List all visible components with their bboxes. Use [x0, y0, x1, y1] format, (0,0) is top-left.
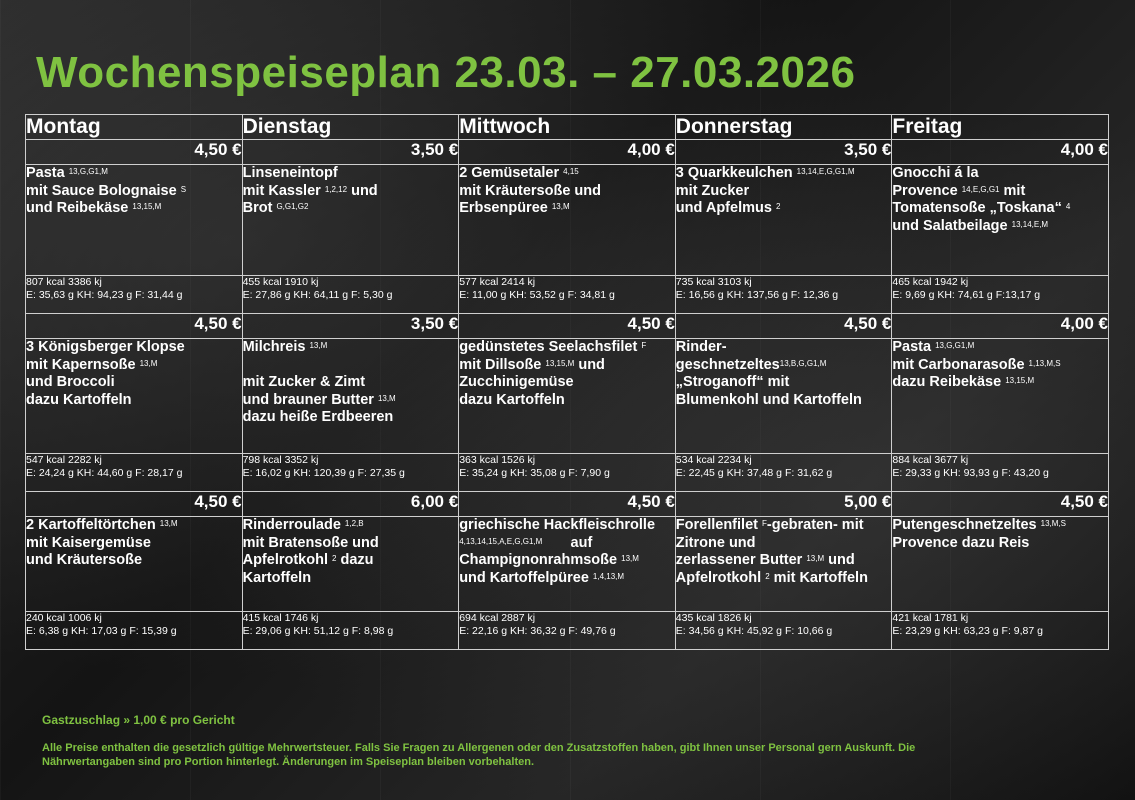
- day-header-monday: Montag: [26, 115, 243, 140]
- allergen-codes: 13,14,E,M: [1011, 219, 1049, 229]
- dish-text: Linseneintopf: [242, 165, 338, 181]
- dish-text: Rinder- geschnetzeltes: [675, 339, 780, 373]
- day-header-thursday: Donnerstag: [675, 115, 892, 140]
- price-cell: 3,50 €: [675, 140, 892, 165]
- calories-text: 735 kcal 3103 kj: [675, 276, 752, 288]
- macros-text: E: 6,38 g KH: 17,03 g F: 15,39 g: [26, 625, 177, 637]
- allergen-codes: 13,M: [309, 341, 328, 350]
- calories-text: 421 kcal 1781 kj: [892, 612, 969, 624]
- allergen-codes: F: [762, 519, 767, 528]
- allergen-codes: 4,13,14,15,A,E,G,G1,M: [459, 536, 543, 546]
- allergen-codes: 4,15: [563, 167, 579, 176]
- dish-text: und Kartoffelpüree: [459, 569, 589, 586]
- dish-cell: [459, 517, 676, 612]
- macros-text: E: 29,33 g KH: 93,93 g F: 43,20 g: [892, 467, 1049, 479]
- allergen-codes: 13,M: [806, 554, 825, 563]
- dish-text: und Broccoli dazu Kartoffeln: [26, 374, 132, 408]
- dish-text: 2 Gemüsetaler: [459, 165, 564, 181]
- allergen-codes: 13,M,S: [1040, 519, 1066, 528]
- nutrition-cell: [242, 612, 459, 650]
- allergen-codes: 13,15,M: [132, 202, 162, 211]
- allergen-codes: 13,M: [139, 358, 158, 368]
- dish-text: 3 Quarkkeulchen: [675, 165, 797, 181]
- dish-text: „Stroganoff“ mit Blumenkohl und Kartoffeln: [675, 374, 862, 408]
- price-cell: 4,00 €: [892, 140, 1109, 165]
- macros-text: E: 34,56 g KH: 45,92 g F: 10,66 g: [675, 625, 833, 637]
- allergen-codes: 14,E,G,G1: [961, 184, 1000, 194]
- allergen-codes: 2: [765, 571, 770, 581]
- dish-text: mit Zucker & Zimt und brauner Butter: [242, 374, 374, 408]
- dish-text: Rinderroulade: [242, 517, 345, 533]
- dish-text: dazu heiße Erdbeeren: [242, 409, 394, 425]
- macros-text: E: 27,86 g KH: 64,11 g F: 5,30 g: [242, 289, 393, 301]
- dish-cell: [26, 517, 243, 612]
- price-cell: 4,00 €: [892, 314, 1109, 339]
- nutrition-row: [26, 276, 1109, 314]
- disclaimer-text: Alle Preise enthalten die gesetzlich gültige Mehrwertsteuer. Falls Sie Fragen zu Allergenen oder den Zusatzstoffen haben, gibt Ihnen unser Personal gern Auskunft. Die Nährwertangaben sind pro Portion hinterlegt. Änderungen im Speiseplan bleiben vorbehalten.: [42, 742, 916, 768]
- allergen-codes: 13,B,G,G1,M: [779, 358, 827, 368]
- allergen-codes: 13,G,G1,M: [935, 341, 975, 350]
- menu-body: [26, 140, 1109, 650]
- allergen-codes: 13,G,G1,M: [68, 167, 108, 176]
- dish-cell: [675, 517, 892, 612]
- dish-text: Forellenfilet: [675, 517, 762, 533]
- dish-text: mit Kräutersoße und Erbsenpüree: [459, 182, 601, 216]
- allergen-codes: 2: [332, 554, 337, 563]
- nutrition-cell: [459, 276, 676, 314]
- dish-text: -gebraten- mit Zitrone und zerlassener Butter: [675, 517, 864, 568]
- dish-text: und Brot: [242, 182, 378, 216]
- allergen-codes: 1,2,B: [344, 519, 364, 528]
- price-cell: 4,50 €: [26, 314, 243, 339]
- dish-text: mit Carbonarasoße: [892, 356, 1025, 373]
- calories-text: 694 kcal 2887 kj: [459, 612, 536, 624]
- price-row: [26, 140, 1109, 165]
- nutrition-cell: [242, 454, 459, 492]
- day-header-wednesday: Mittwoch: [459, 115, 676, 140]
- nutrition-cell: [675, 454, 892, 492]
- allergen-codes: S: [180, 184, 187, 194]
- dish-text: und Zucchinigemüse dazu Kartoffeln: [459, 356, 605, 408]
- price-cell: 3,50 €: [242, 140, 459, 165]
- dish-text: Pasta: [892, 339, 936, 355]
- nutrition-cell: [675, 612, 892, 650]
- nutrition-cell: [675, 276, 892, 314]
- dish-text: mit Kartoffeln: [769, 569, 868, 586]
- macros-text: E: 29,06 g KH: 51,12 g F: 8,98 g: [242, 625, 394, 637]
- calories-text: 798 kcal 3352 kj: [242, 454, 319, 466]
- dish-text: und Reibekäse: [26, 200, 129, 216]
- allergen-codes: 13,M: [159, 519, 178, 528]
- calories-text: 534 kcal 2234 kj: [675, 454, 752, 466]
- price-cell: 5,00 €: [675, 492, 892, 517]
- price-cell: 4,50 €: [459, 492, 676, 517]
- allergen-codes: 1,13,M,S: [1028, 358, 1061, 368]
- dish-cell: [26, 339, 243, 454]
- macros-text: E: 9,69 g KH: 74,61 g F:13,17 g: [892, 289, 1041, 301]
- price-row: [26, 492, 1109, 517]
- nutrition-row: [26, 612, 1109, 650]
- dish-cell: [675, 339, 892, 454]
- dish-text: und Apfelrotkohl: [675, 552, 855, 586]
- allergen-codes: 4: [1065, 202, 1071, 211]
- dish-cell: [26, 165, 243, 276]
- macros-text: E: 11,00 g KH: 53,52 g F: 34,81 g: [459, 289, 615, 301]
- dish-cell: [242, 165, 459, 276]
- price-cell: 4,50 €: [675, 314, 892, 339]
- menu-table: [25, 114, 1109, 650]
- dish-cell: [892, 165, 1109, 276]
- calories-text: 465 kcal 1942 kj: [892, 276, 969, 288]
- nutrition-cell: [26, 276, 243, 314]
- guest-surcharge-note: Gastzuschlag » 1,00 € pro Gericht: [42, 713, 235, 727]
- macros-text: E: 22,45 g KH: 37,48 g F: 31,62 g: [675, 467, 833, 479]
- dish-text: mit Bratensoße und Apfelrotkohl: [242, 534, 379, 568]
- dish-text: mit Tomatensoße „Toskana“: [892, 182, 1062, 216]
- macros-text: E: 23,29 g KH: 63,23 g F: 9,87 g: [892, 625, 1043, 637]
- dish-text: gedünstetes Seelachsfilet: [459, 339, 642, 355]
- dish-text: mit Sauce Bolognaise: [26, 182, 177, 199]
- allergen-codes: 13,M: [551, 202, 570, 211]
- calories-text: 363 kcal 1526 kj: [459, 454, 536, 466]
- allergen-codes: 13,14,E,G,G1,M: [796, 167, 855, 176]
- allergen-codes: 13,M: [377, 393, 396, 403]
- allergen-codes: 13,15,M: [1005, 376, 1035, 385]
- day-header-row: [26, 115, 1109, 140]
- dish-row: [26, 165, 1109, 276]
- dish-text: Gnocchi á la Provence: [892, 165, 979, 199]
- dish-cell: [459, 165, 676, 276]
- dish-text: mit Dillsoße: [459, 356, 542, 373]
- nutrition-cell: [242, 276, 459, 314]
- price-cell: 6,00 €: [242, 492, 459, 517]
- dish-text: 3 Königsberger Klopse mit Kapernsoße: [26, 339, 185, 373]
- dish-text: dazu Reibekäse: [892, 374, 1002, 390]
- nutrition-cell: [892, 276, 1109, 314]
- price-cell: 4,50 €: [459, 314, 676, 339]
- nutrition-cell: [26, 612, 243, 650]
- calories-text: 807 kcal 3386 kj: [26, 276, 102, 288]
- dish-text: 2 Kartoffeltörtchen: [26, 517, 160, 533]
- page-title: Wochenspeiseplan 23.03. – 27.03.2026: [36, 48, 856, 97]
- dish-cell: [675, 165, 892, 276]
- calories-text: 455 kcal 1910 kj: [242, 276, 319, 288]
- price-cell: 4,50 €: [26, 492, 243, 517]
- dish-row: [26, 339, 1109, 454]
- calories-text: 240 kcal 1006 kj: [26, 612, 102, 624]
- dish-text: mit Kaisergemüse und Kräutersoße: [26, 534, 151, 568]
- allergen-codes: F: [641, 341, 647, 350]
- calories-text: 435 kcal 1826 kj: [675, 612, 752, 624]
- calories-text: 577 kcal 2414 kj: [459, 276, 536, 288]
- dish-text: griechische Hackfleischrolle: [459, 517, 656, 533]
- dish-cell: [892, 517, 1109, 612]
- allergen-codes: 2: [775, 202, 781, 211]
- dish-row: [26, 517, 1109, 612]
- allergen-codes: 1,2,12: [324, 184, 348, 194]
- nutrition-cell: [892, 454, 1109, 492]
- dish-cell: [242, 339, 459, 454]
- price-cell: 4,50 €: [892, 492, 1109, 517]
- nutrition-cell: [459, 454, 676, 492]
- dish-text: Milchreis: [242, 339, 310, 355]
- dish-cell: [242, 517, 459, 612]
- nutrition-row: [26, 454, 1109, 492]
- price-cell: 4,00 €: [459, 140, 676, 165]
- dish-text: dazu Kartoffeln: [242, 552, 374, 586]
- calories-text: 884 kcal 3677 kj: [892, 454, 969, 466]
- macros-text: E: 16,56 g KH: 137,56 g F: 12,36 g: [675, 289, 839, 301]
- dish-cell: [892, 339, 1109, 454]
- allergen-codes: G,G1,G2: [276, 202, 309, 211]
- allergen-codes: 13,15,M: [545, 358, 575, 368]
- day-header-friday: Freitag: [892, 115, 1109, 140]
- allergen-codes: 13,M: [621, 554, 639, 563]
- nutrition-cell: [26, 454, 243, 492]
- day-header-tuesday: Dienstag: [242, 115, 459, 140]
- macros-text: E: 35,24 g KH: 35,08 g F: 7,90 g: [459, 467, 610, 479]
- price-row: [26, 314, 1109, 339]
- dish-text: Putengeschnetzeltes: [892, 517, 1041, 533]
- nutrition-cell: [459, 612, 676, 650]
- macros-text: E: 22,16 g KH: 36,32 g F: 49,76 g: [459, 625, 616, 637]
- calories-text: 547 kcal 2282 kj: [26, 454, 102, 466]
- dish-text: auf Champignonrahmsoße: [459, 534, 618, 568]
- nutrition-cell: [892, 612, 1109, 650]
- dish-text: Provence dazu Reis: [892, 534, 1030, 551]
- dish-text: und Salatbeilage: [892, 217, 1008, 234]
- dish-text: mit Kassler: [242, 182, 321, 199]
- allergen-codes: 1,4,13,M: [592, 571, 625, 581]
- calories-text: 415 kcal 1746 kj: [242, 612, 319, 624]
- macros-text: E: 35,63 g KH: 94,23 g F: 31,44 g: [26, 289, 183, 301]
- dish-text: Pasta: [26, 165, 69, 181]
- macros-text: E: 24,24 g KH: 44,60 g F: 28,17 g: [26, 467, 183, 479]
- macros-text: E: 16,02 g KH: 120,39 g F: 27,35 g: [242, 467, 405, 479]
- price-cell: 4,50 €: [26, 140, 243, 165]
- dish-cell: [459, 339, 676, 454]
- dish-text: mit Zucker und Apfelmus: [675, 182, 772, 216]
- price-cell: 3,50 €: [242, 314, 459, 339]
